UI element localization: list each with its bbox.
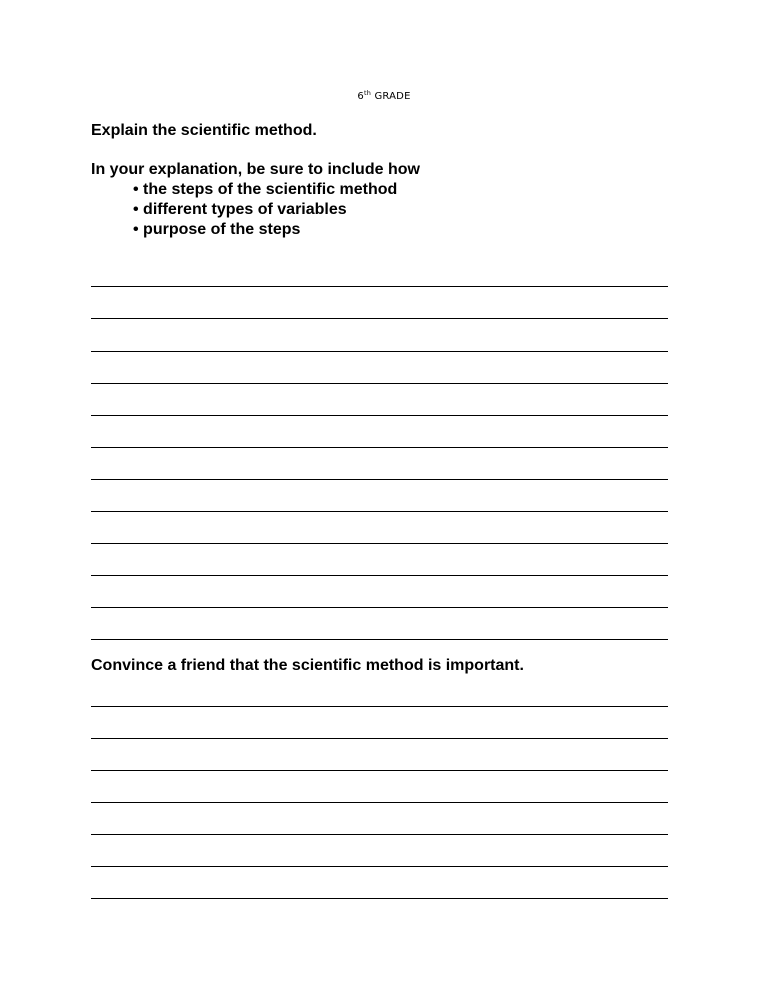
grade-heading	[0, 89, 768, 102]
answer-line[interactable]	[91, 639, 668, 640]
requirement-item: • purpose of the steps	[133, 221, 301, 238]
answer-line[interactable]	[91, 351, 668, 352]
answer-line[interactable]	[91, 706, 668, 707]
answer-line[interactable]	[91, 318, 668, 319]
grade-word: GRADE	[374, 91, 411, 102]
requirement-item: • different types of variables	[133, 201, 347, 218]
answer-line[interactable]	[91, 898, 668, 899]
answer-line[interactable]	[91, 607, 668, 608]
answer-line[interactable]	[91, 834, 668, 835]
grade-suffix: th	[363, 89, 372, 97]
answer-line[interactable]	[91, 415, 668, 416]
answer-line[interactable]	[91, 479, 668, 480]
prompt-1-instruction: In your explanation, be sure to include how	[91, 161, 420, 178]
prompt-2-title: Convince a friend that the scientific method is important.	[91, 657, 524, 674]
answer-line[interactable]	[91, 543, 668, 544]
answer-line[interactable]	[91, 770, 668, 771]
answer-line[interactable]	[91, 511, 668, 512]
grade-number: 6	[357, 91, 364, 102]
answer-line[interactable]	[91, 802, 668, 803]
answer-line[interactable]	[91, 575, 668, 576]
requirements-list	[133, 180, 397, 240]
answer-line[interactable]	[91, 383, 668, 384]
answer-line[interactable]	[91, 447, 668, 448]
answer-line[interactable]	[91, 866, 668, 867]
answer-line[interactable]	[91, 286, 668, 287]
prompt-1-title: Explain the scientific method.	[91, 122, 317, 139]
requirement-item: • the steps of the scientific method	[133, 181, 398, 198]
answer-line[interactable]	[91, 738, 668, 739]
